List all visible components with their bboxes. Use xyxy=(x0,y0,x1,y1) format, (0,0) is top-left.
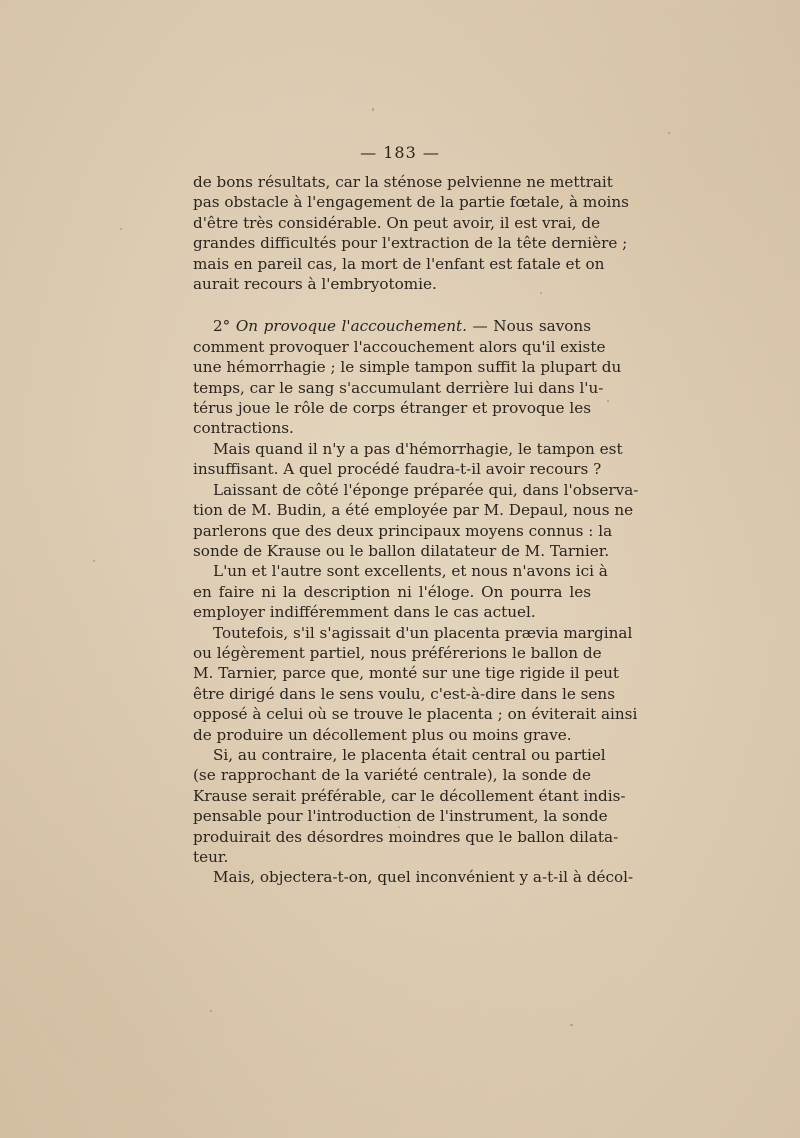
text-line: Toutefois, s'il s'agissait d'un placenta prævia marginal xyxy=(213,623,633,642)
text-line: grandes difficultés pour l'extraction de la tête dernière ; xyxy=(193,234,628,253)
section-number: 2° xyxy=(213,317,231,336)
paper-speck xyxy=(372,108,374,111)
paragraph xyxy=(193,561,608,622)
paper-speck xyxy=(120,228,122,230)
paper-speck xyxy=(668,132,670,134)
paper-speck xyxy=(210,1010,212,1012)
paragraph xyxy=(193,867,634,887)
page-number: — 183 — xyxy=(360,143,440,162)
text-line: être dirigé dans le sens voulu, c'est-à-dire dans le sens xyxy=(193,684,615,703)
paper-speck xyxy=(570,1024,573,1026)
body-text xyxy=(193,172,639,888)
text-line: aurait recours à l'embryotomie. xyxy=(193,275,437,294)
text-line: de bons résultats, car la sténose pelvienne ne mettrait xyxy=(193,173,613,191)
section-title: On provoque l'accouchement. xyxy=(235,317,467,336)
section-paragraph xyxy=(193,316,622,438)
text-line: contractions. xyxy=(193,419,294,438)
paper-speck xyxy=(93,560,95,562)
paper-speck xyxy=(607,400,609,402)
text-line: pas obstacle à l'engagement de la partie fœtale, à moins xyxy=(193,193,629,212)
paragraph xyxy=(193,480,639,562)
text-line: ou légèrement partiel, nous préférerions le ballon de xyxy=(193,643,602,662)
text-line: mais en pareil cas, la mort de l'enfant est fatale et on xyxy=(193,254,605,273)
paragraph xyxy=(193,745,626,867)
text-line: opposé à celui où se trouve le placenta ; on éviterait ainsi xyxy=(193,705,638,724)
section-heading-line xyxy=(193,316,591,336)
paragraph xyxy=(193,172,629,294)
text-line: parlerons que des deux principaux moyens connus : la xyxy=(193,521,613,540)
text-line: L'un et l'autre sont excellents, et nous n'avons ici à xyxy=(213,562,608,581)
text-line: une hémorrhagie ; le simple tampon suffit la plupart du xyxy=(193,358,622,377)
text-line: M. Tarnier, parce que, monté sur une tige rigide il peut xyxy=(193,664,620,683)
text-line: temps, car le sang s'accumulant derrière lui dans l'u- xyxy=(193,378,604,397)
text-line: employer indifféremment dans le cas actuel. xyxy=(193,603,536,622)
text-line: insuffisant. A quel procédé faudra-t-il avoir recours ? xyxy=(193,460,602,479)
text-line: teur. xyxy=(193,848,229,866)
text-line: comment provoquer l'accouchement alors qu'il existe xyxy=(193,337,606,356)
text-line: Si, au contraire, le placenta était central ou partiel xyxy=(213,745,606,764)
paragraph-gap xyxy=(193,294,591,316)
section-heading-rest: — Nous savons xyxy=(466,317,591,336)
text-line: de produire un décollement plus ou moins grave. xyxy=(193,725,572,744)
text-line: tion de M. Budin, a été employée par M. Depaul, nous ne xyxy=(193,501,634,520)
text-line: térus joue le rôle de corps étranger et provoque les xyxy=(193,399,591,418)
text-line: (se rapprochant de la variété centrale), la sonde de xyxy=(193,766,591,785)
text-line: en faire ni la description ni l'éloge. On pourra les xyxy=(193,582,591,601)
paragraph xyxy=(193,623,638,745)
paragraph xyxy=(193,439,623,480)
text-line: Mais quand il n'y a pas d'hémorrhagie, le tampon est xyxy=(213,439,623,458)
text-line: Mais, objectera-t-on, quel inconvénient y a-t-il à décol- xyxy=(213,868,634,887)
text-line: d'être très considérable. On peut avoir, il est vrai, de xyxy=(193,213,601,232)
text-line: sonde de Krause ou le ballon dilatateur de M. Tarnier. xyxy=(193,541,610,560)
text-line: Krause serait préférable, car le décollement étant indis- xyxy=(193,786,626,805)
text-line: produirait des désordres moindres que le ballon dilata- xyxy=(193,827,619,846)
text-line: pensable pour l'introduction de l'instrument, la sonde xyxy=(193,807,608,826)
text-line: Laissant de côté l'éponge préparée qui, dans l'observa- xyxy=(213,480,639,499)
